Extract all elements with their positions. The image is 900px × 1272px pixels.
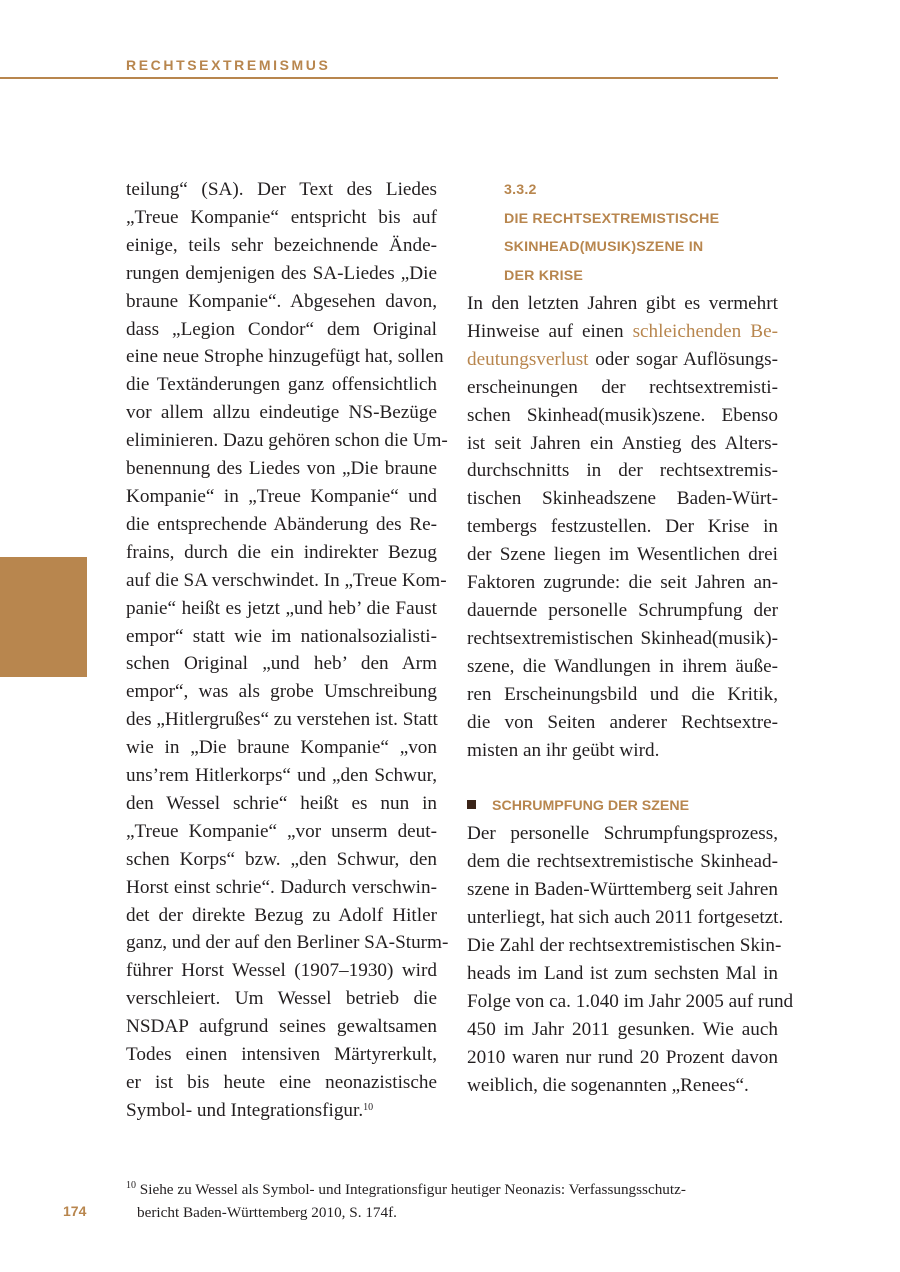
text-run: durchschnitts in der rechtsextremis- [467, 460, 778, 482]
text-run: Faktoren zugrunde: die seit Jahren an- [467, 572, 778, 594]
text-run: des „Hitlergrußes“ zu verstehen ist. Statt [126, 709, 438, 731]
footnote-text: Siehe zu Wessel als Symbol- und Integrationsfigur heutiger Neonazis: Verfassungsschutz- [139, 1181, 686, 1198]
text-line [126, 288, 437, 316]
text-line [126, 1041, 437, 1069]
text-run: Folge von ca. 1.040 im Jahr 2005 auf rund [467, 990, 794, 1012]
running-head: RECHTSEXTREMISMUS [126, 57, 331, 73]
text-run: eliminieren. Dazu gehören schon die Um- [126, 430, 448, 452]
text-run: teilung“ (SA). Der Text des Liedes [126, 179, 437, 200]
text-line [126, 790, 437, 818]
text-line: In den letzten Jahren gibt es vermehrt [467, 293, 778, 314]
text-run: die von Seiten anderer Rechtsextre- [467, 711, 778, 733]
section-heading [467, 176, 778, 290]
text-run: unterliegt, hat sich auch 2011 fortgesetzt. [467, 907, 784, 929]
text-line [467, 709, 778, 737]
subsection-title: SCHRUMPFUNG DER SZENE [492, 798, 690, 815]
section-title-line: SKINHEAD(MUSIK)SZENE IN [504, 239, 704, 255]
text-line [126, 455, 437, 483]
highlight-text: deutungsverlust [467, 348, 589, 370]
text-run: schen Original „und heb’ den Arm [126, 653, 437, 675]
section-title-line: DIE RECHTSEXTREMISTISCHE [504, 210, 720, 227]
text-line [126, 902, 437, 930]
text-line [126, 929, 449, 957]
text-line [126, 1097, 437, 1125]
text-line [126, 427, 448, 455]
text-line [467, 485, 778, 513]
subsection-paragraph [467, 820, 794, 1099]
text-run: rungen demjenigen des SA-Liedes „Die [126, 262, 437, 284]
text-run: oder sogar Auflösungs- [588, 348, 778, 370]
text-line [467, 1016, 778, 1044]
text-run: erscheinungen der rechtsextremisti- [467, 376, 778, 398]
text-line [126, 678, 437, 706]
text-run: Todes einen intensiven Märtyrerkult, [126, 1044, 437, 1066]
text-line [126, 985, 437, 1013]
text-line [467, 932, 782, 960]
text-run: vor allem allzu eindeutige NS-Bezüge [126, 402, 437, 424]
text-line [467, 513, 778, 541]
text-line [467, 904, 784, 932]
text-line [126, 483, 437, 511]
text-line [467, 848, 778, 876]
text-line [467, 681, 778, 709]
text-line [467, 1072, 778, 1100]
text-run: er ist bis heute eine neonazistische [126, 1072, 437, 1093]
square-bullet-icon [467, 800, 476, 809]
text-run: der Szene liegen im Wesentlichen drei [467, 544, 778, 566]
text-line [467, 457, 778, 485]
text-line [126, 260, 437, 288]
highlight-text: schleichenden Be- [632, 320, 778, 342]
section-title-line: DER KRISE [504, 267, 584, 284]
text-line [467, 820, 778, 848]
text-run: ren Erscheinungsbild und die Kritik, [467, 683, 778, 705]
text-run: uns’rem Hitlerkorps“ und „den Schwur, [126, 765, 437, 787]
text-run: empor“, was als grobe Umschreibung [126, 681, 437, 703]
text-line [126, 1069, 437, 1097]
text-line [126, 734, 437, 762]
text-line [467, 430, 778, 458]
text-run: szene, die Wandlungen in ihrem äuße- [467, 655, 778, 677]
text-run: NSDAP aufgrund seines gewaltsamen [126, 1016, 437, 1038]
text-run: panie“ heißt es jetzt „und heb’ die Faust [126, 597, 437, 619]
text-run: 2010 waren nur rund 20 Prozent davon [467, 1046, 778, 1068]
text-run: die Textänderungen ganz offensichtlich [126, 374, 437, 396]
text-line [126, 957, 437, 985]
text-run: benennung des Liedes von „Die braune [126, 458, 437, 480]
text-line [467, 318, 778, 346]
text-line [126, 316, 437, 344]
text-run: ist seit Jahren ein Anstieg des Alters- [467, 432, 778, 454]
text-line [126, 511, 437, 539]
text-run: 450 im Jahr 2011 gesunken. Wie auch [467, 1018, 778, 1040]
text-line [467, 625, 778, 653]
text-line [467, 960, 778, 988]
footnote-reference[interactable]: 10 [363, 1101, 374, 1113]
text-line [126, 846, 437, 874]
text-line [467, 346, 778, 374]
text-line [126, 623, 437, 651]
text-run: „Treue Kompanie“ „vor unserm deut- [126, 820, 437, 842]
text-line [467, 597, 778, 625]
header-rule [0, 77, 778, 79]
footnote-line: bericht Baden-Württemberg 2010, S. 174f. [137, 1204, 397, 1221]
text-run: empor“ statt wie im nationalsozialisti- [126, 625, 437, 647]
section-intro-paragraph [467, 290, 778, 764]
chapter-side-tab [0, 557, 87, 677]
text-run: frains, durch die ein indirekter Bezug [126, 541, 437, 563]
text-line [126, 232, 437, 260]
text-run: Hinweise auf einen [467, 320, 633, 342]
text-line [126, 818, 437, 846]
text-run: misten an ihr geübt wird. [467, 739, 660, 761]
text-run: dass „Legion Condor“ dem Original [126, 318, 437, 340]
text-run: tischen Skinheadszene Baden-Würt- [467, 488, 778, 510]
text-run: schen Skinhead(musik)szene. Ebenso [467, 404, 778, 426]
text-run: auf die SA verschwindet. In „Treue Kom- [126, 569, 447, 591]
text-line [126, 176, 437, 204]
text-run: Symbol- und Integrationsfigur. [126, 1099, 364, 1121]
section-body-lines [467, 374, 778, 765]
text-line [126, 343, 444, 371]
text-run: wie in „Die braune Kompanie“ „von [126, 737, 437, 759]
text-line [126, 874, 437, 902]
text-run: einige, teils sehr bezeichnende Ände- [126, 234, 437, 256]
text-line [126, 706, 437, 734]
text-line [467, 541, 778, 569]
text-line [126, 371, 437, 399]
text-line [467, 653, 778, 681]
text-run: die entsprechende Abänderung des Re- [126, 513, 437, 535]
page-number: 174 [63, 1203, 87, 1219]
text-line [126, 1013, 437, 1041]
text-run: dauernde personelle Schrumpfung der [467, 599, 778, 621]
right-column [467, 176, 794, 1099]
text-line [467, 988, 794, 1016]
text-line [467, 569, 778, 597]
text-run: schen Korps“ bzw. „den Schwur, den [126, 848, 437, 870]
text-run: heads im Land ist zum sechsten Mal in [467, 962, 778, 984]
text-run: eine neue Strophe hinzugefügt hat, sollen [126, 346, 444, 368]
text-run: ganz, und der auf den Berliner SA-Sturm- [126, 932, 449, 954]
text-run: tembergs festzustellen. Der Krise in [467, 516, 778, 538]
text-run: den Wessel schrie“ heißt es nun in [126, 792, 437, 814]
text-line [467, 374, 778, 402]
text-run: Horst einst schrie“. Dadurch verschwin- [126, 876, 437, 898]
text-run: dem die rechtsextremistische Skinhead- [467, 851, 778, 873]
text-line [126, 595, 437, 623]
text-line [126, 204, 437, 232]
text-line [126, 567, 447, 595]
footnote [126, 1178, 766, 1224]
left-column [126, 176, 449, 1125]
text-run: Der personelle Schrumpfungsprozess, [467, 823, 778, 845]
text-run: weiblich, die sogenannten „Renees“. [467, 1074, 749, 1096]
text-run: Die Zahl der rechtsextremistischen Skin- [467, 935, 782, 957]
text-line [126, 539, 437, 567]
text-run: Kompanie“ in „Treue Kompanie“ und [126, 485, 437, 507]
text-line [126, 650, 437, 678]
text-run: „Treue Kompanie“ entspricht bis auf [126, 206, 437, 228]
text-line [126, 399, 437, 427]
text-run: braune Kompanie“. Abgesehen davon, [126, 290, 437, 312]
text-run: det der direkte Bezug zu Adolf Hitler [126, 904, 437, 926]
subsection-heading [467, 792, 778, 820]
text-run: führer Horst Wessel (1907–1930) wird [126, 960, 437, 982]
left-paragraph [126, 176, 449, 1125]
text-run: verschleiert. Um Wessel betrieb die [126, 988, 437, 1010]
text-run: rechtsextremistischen Skinhead(musik)- [467, 627, 778, 649]
section-number: 3.3.2 [504, 182, 537, 198]
footnote-marker: 10 [126, 1180, 136, 1191]
text-line [467, 876, 778, 904]
text-line [467, 402, 778, 430]
footnote-line [126, 1178, 766, 1201]
text-line [126, 762, 437, 790]
text-line [467, 737, 778, 765]
text-run: szene in Baden-Württemberg seit Jahren [467, 879, 778, 901]
text-line [467, 1044, 778, 1072]
